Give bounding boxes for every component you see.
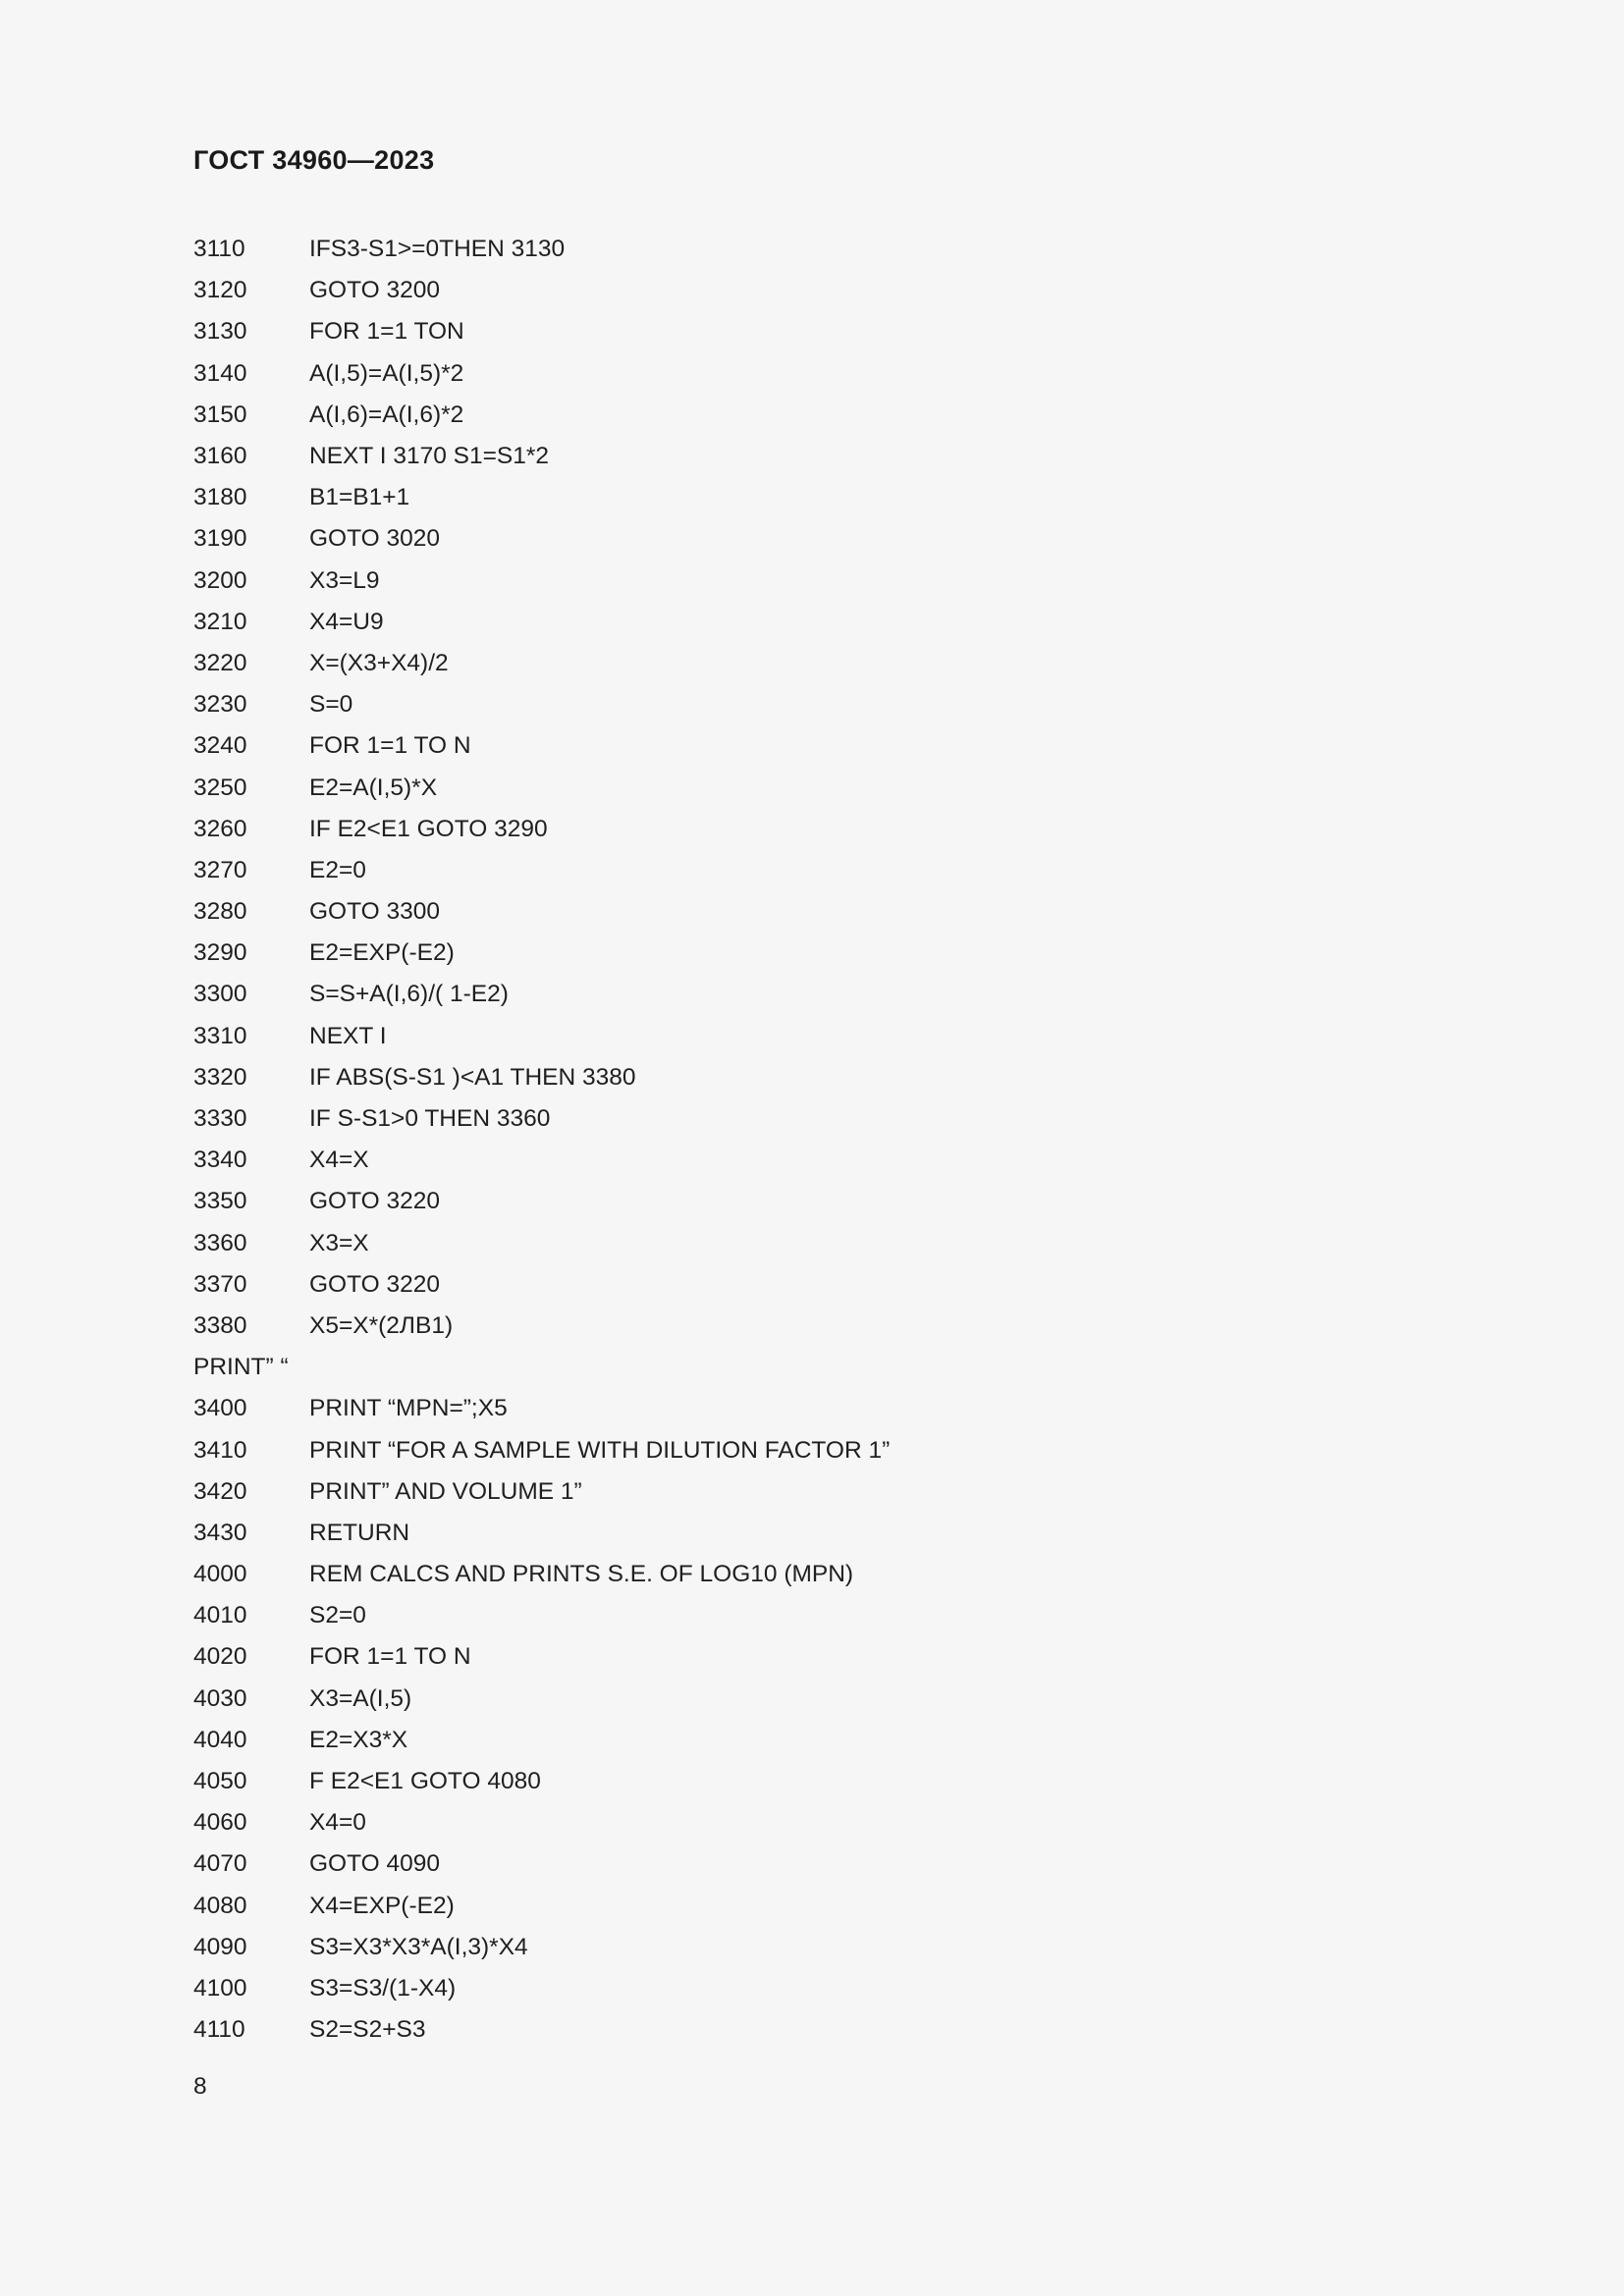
code-line xyxy=(193,436,1431,477)
line-number: 3420 xyxy=(193,1477,247,1505)
code-statement: IF E2<E1 GOTO 3290 xyxy=(309,815,548,842)
code-statement: S2=0 xyxy=(309,1602,366,1629)
code-line xyxy=(193,1264,1431,1306)
line-number: 4070 xyxy=(193,1850,247,1878)
code-line xyxy=(193,1843,1431,1885)
code-line xyxy=(193,1720,1431,1761)
line-number: 3220 xyxy=(193,649,247,676)
line-number: PRINT” “ xyxy=(193,1354,289,1381)
code-line xyxy=(193,1223,1431,1264)
line-number: 3260 xyxy=(193,815,247,842)
page-number: 8 xyxy=(193,2073,207,2100)
code-line xyxy=(193,1306,1431,1347)
code-line xyxy=(193,1636,1431,1678)
line-number: 3400 xyxy=(193,1395,247,1422)
code-statement: S2=S2+S3 xyxy=(309,2016,426,2044)
line-number: 4110 xyxy=(193,2016,245,2044)
code-line xyxy=(193,767,1431,808)
code-line xyxy=(193,353,1431,395)
line-number: 3240 xyxy=(193,732,247,760)
code-statement: FOR 1=1 TO N xyxy=(309,1643,471,1671)
line-number: 3430 xyxy=(193,1519,247,1546)
code-statement: X4=EXP(-E2) xyxy=(309,1892,455,1919)
code-line xyxy=(193,270,1431,311)
code-line xyxy=(193,725,1431,767)
code-statement: S3=S3/(1-X4) xyxy=(309,1974,457,2002)
code-line xyxy=(193,602,1431,643)
code-line xyxy=(193,1595,1431,1636)
code-line xyxy=(193,311,1431,352)
line-number: 3310 xyxy=(193,1022,247,1049)
code-line xyxy=(193,933,1431,974)
code-line xyxy=(193,1761,1431,1802)
line-number: 3120 xyxy=(193,277,247,304)
line-number: 4000 xyxy=(193,1561,247,1588)
code-line xyxy=(193,1140,1431,1181)
code-statement: B1=B1+1 xyxy=(309,484,410,511)
code-statement: GOTO 3220 xyxy=(309,1188,441,1215)
line-number: 3160 xyxy=(193,443,247,470)
line-number: 3380 xyxy=(193,1311,247,1339)
line-number: 3130 xyxy=(193,318,247,346)
code-statement: X3=L9 xyxy=(309,566,380,594)
line-number: 3320 xyxy=(193,1063,247,1091)
code-line xyxy=(193,1388,1431,1429)
line-number: 3270 xyxy=(193,856,247,883)
code-statement: E2=EXP(-E2) xyxy=(309,939,455,967)
code-statement: E2=A(I,5)*X xyxy=(309,774,438,801)
code-line xyxy=(193,1057,1431,1098)
line-number: 4080 xyxy=(193,1892,247,1919)
line-number: 3230 xyxy=(193,691,247,719)
code-line xyxy=(193,1181,1431,1222)
code-statement: X5=X*(2ЛB1) xyxy=(309,1311,454,1339)
line-number: 3330 xyxy=(193,1105,247,1133)
line-number: 3190 xyxy=(193,525,247,553)
basic-code-listing xyxy=(193,229,1431,2051)
code-statement: GOTO 3300 xyxy=(309,898,441,926)
line-number: 3410 xyxy=(193,1436,247,1464)
code-statement: NEXT I xyxy=(309,1022,387,1049)
code-line xyxy=(193,684,1431,725)
code-line xyxy=(193,1016,1431,1057)
line-number: 3360 xyxy=(193,1229,247,1256)
line-number: 4040 xyxy=(193,1726,247,1753)
code-line xyxy=(193,850,1431,891)
code-statement: X3=X xyxy=(309,1229,369,1256)
code-statement: X4=X xyxy=(309,1147,369,1174)
code-statement: S3=X3*X3*A(I,3)*X4 xyxy=(309,1933,528,1960)
line-number: 3290 xyxy=(193,939,247,967)
code-statement: RETURN xyxy=(309,1519,410,1546)
line-number: 3110 xyxy=(193,236,245,263)
code-line xyxy=(193,229,1431,270)
code-line xyxy=(193,1347,1431,1388)
code-statement: A(I,5)=A(I,5)*2 xyxy=(309,359,464,387)
code-line xyxy=(193,643,1431,684)
line-number: 3370 xyxy=(193,1270,247,1298)
code-statement: FOR 1=1 TO N xyxy=(309,732,471,760)
code-statement: X4=0 xyxy=(309,1809,366,1837)
line-number: 3140 xyxy=(193,359,247,387)
line-number: 4050 xyxy=(193,1768,247,1795)
code-line xyxy=(193,974,1431,1015)
line-number: 4060 xyxy=(193,1809,247,1837)
line-number: 4100 xyxy=(193,1974,247,2002)
line-number: 4020 xyxy=(193,1643,247,1671)
line-number: 4090 xyxy=(193,1933,247,1960)
code-statement: X=(X3+X4)/2 xyxy=(309,649,449,676)
code-statement: E2=X3*X xyxy=(309,1726,408,1753)
line-number: 3300 xyxy=(193,981,247,1008)
code-line xyxy=(193,1098,1431,1140)
code-statement: A(I,6)=A(I,6)*2 xyxy=(309,400,464,428)
code-statement: X3=A(I,5) xyxy=(309,1684,412,1712)
code-statement: FOR 1=1 TON xyxy=(309,318,464,346)
line-number: 3210 xyxy=(193,608,247,635)
code-statement: GOTO 4090 xyxy=(309,1850,441,1878)
code-statement: S=S+A(I,6)/( 1-E2) xyxy=(309,981,509,1008)
line-number: 3250 xyxy=(193,774,247,801)
code-line xyxy=(193,1968,1431,2009)
line-number: 4010 xyxy=(193,1602,247,1629)
code-line xyxy=(193,2009,1431,2051)
code-line xyxy=(193,1471,1431,1513)
code-line xyxy=(193,477,1431,518)
code-line xyxy=(193,1927,1431,1968)
code-line xyxy=(193,1886,1431,1927)
standard-header: ГОСТ 34960—2023 xyxy=(193,145,435,175)
code-statement: S=0 xyxy=(309,691,353,719)
line-number: 3200 xyxy=(193,566,247,594)
code-statement: PRINT “FOR A SAMPLE WITH DILUTION FACTOR 1” xyxy=(309,1436,891,1464)
line-number: 3350 xyxy=(193,1188,247,1215)
code-statement: GOTO 3220 xyxy=(309,1270,441,1298)
code-statement: F E2<E1 GOTO 4080 xyxy=(309,1768,541,1795)
code-statement: NEXT I 3170 S1=S1*2 xyxy=(309,443,550,470)
code-line xyxy=(193,1802,1431,1843)
code-statement: PRINT” AND VOLUME 1” xyxy=(309,1477,582,1505)
code-statement: PRINT “MPN=”;X5 xyxy=(309,1395,508,1422)
line-number: 3180 xyxy=(193,484,247,511)
code-line xyxy=(193,395,1431,436)
code-statement: IFS3-S1>=0THEN 3130 xyxy=(309,236,566,263)
code-statement: X4=U9 xyxy=(309,608,384,635)
code-line xyxy=(193,891,1431,933)
code-statement: GOTO 3020 xyxy=(309,525,441,553)
line-number: 4030 xyxy=(193,1684,247,1712)
code-line xyxy=(193,518,1431,560)
code-line xyxy=(193,1513,1431,1554)
code-statement: IF S-S1>0 THEN 3360 xyxy=(309,1105,551,1133)
code-statement: GOTO 3200 xyxy=(309,277,441,304)
code-line xyxy=(193,809,1431,850)
code-line xyxy=(193,1429,1431,1470)
line-number: 3340 xyxy=(193,1147,247,1174)
code-line xyxy=(193,1679,1431,1720)
code-statement: REM CALCS AND PRINTS S.E. OF LOG10 (MPN) xyxy=(309,1561,854,1588)
line-number: 3280 xyxy=(193,898,247,926)
code-statement: E2=0 xyxy=(309,856,366,883)
code-line xyxy=(193,561,1431,602)
line-number: 3150 xyxy=(193,400,247,428)
code-line xyxy=(193,1554,1431,1595)
code-statement: IF ABS(S-S1 )<A1 THEN 3380 xyxy=(309,1063,636,1091)
